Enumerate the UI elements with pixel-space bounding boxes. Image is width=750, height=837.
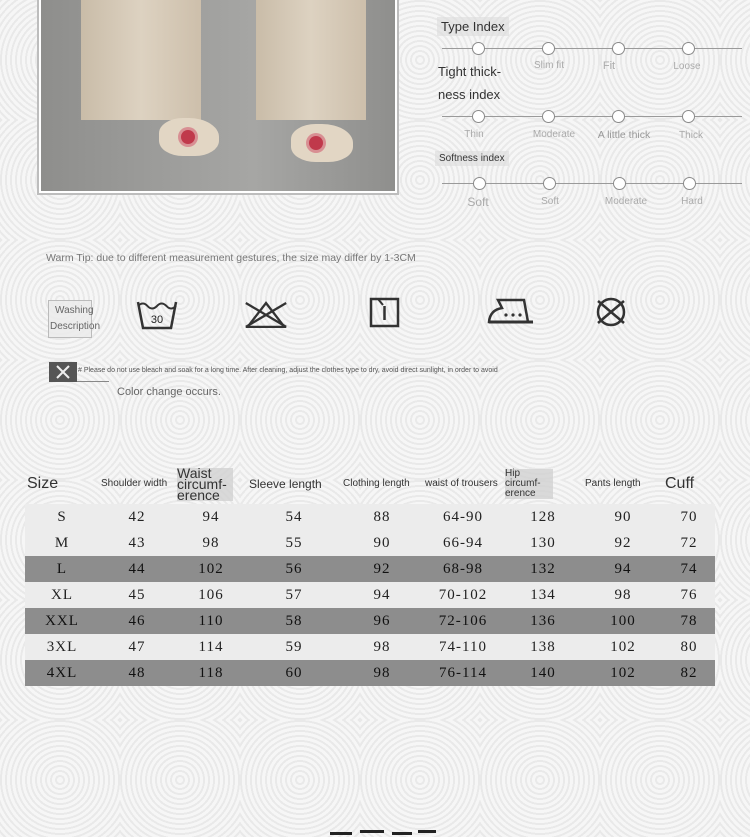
header-sleeve-length: Sleeve length: [249, 477, 322, 491]
shoe-flower-left: [181, 130, 195, 144]
header-waist-circumference: [175, 464, 247, 504]
cell-hip: 140: [503, 660, 583, 686]
header-size: Size: [27, 475, 59, 492]
cell-cuff: 72: [663, 530, 715, 556]
softness-dot-2: [543, 177, 556, 190]
cell-clothing: 94: [341, 582, 423, 608]
wash-temp-text: 30: [150, 314, 164, 326]
cell-pants: 92: [583, 530, 663, 556]
cell-cuff: 70: [663, 504, 715, 530]
cell-trouser-waist: 76-114: [423, 660, 503, 686]
header-waist-text: Waist circumf- erence: [177, 468, 233, 501]
washing-note: # Please do not use bleach and soak for a long time. After cleaning, adjust the clothes type to dry, avoid direct sunlight, in order to avoid: [78, 367, 498, 374]
cell-trouser-waist: 66-94: [423, 530, 503, 556]
cell-hip: 130: [503, 530, 583, 556]
softness-option-moderate: Moderate: [604, 196, 648, 207]
cell-pants: 102: [583, 634, 663, 660]
size-row-l: [25, 556, 715, 582]
softness-option-hard: Hard: [681, 196, 703, 207]
cell-waist: 106: [175, 582, 247, 608]
cell-clothing: 98: [341, 634, 423, 660]
trouser-leg-left: [81, 0, 201, 120]
cell-size: 4XL: [25, 660, 99, 686]
header-hip-text: Hip circumf- erence: [505, 469, 553, 499]
cell-clothing: 90: [341, 530, 423, 556]
cell-cuff: 82: [663, 660, 715, 686]
note-underline: [77, 381, 109, 382]
thickness-title-line1: Tight thick-: [438, 64, 502, 79]
drip-dry-icon: [364, 296, 408, 332]
cell-cuff: 78: [663, 608, 715, 634]
cell-cuff: 76: [663, 582, 715, 608]
type-option-slim-fit: Slim fit: [534, 60, 564, 71]
cell-waist: 114: [175, 634, 247, 660]
cell-size: S: [25, 504, 99, 530]
warm-tip: Warm Tip: due to different measurement gestures, the size may differ by 1-3CM: [46, 252, 416, 264]
cell-shoulder: 48: [99, 660, 175, 686]
warning-x-icon: [49, 362, 77, 382]
cell-trouser-waist: 72-106: [423, 608, 503, 634]
cell-pants: 102: [583, 660, 663, 686]
thickness-title-line2: ness index: [438, 87, 501, 102]
cell-trouser-waist: 74-110: [423, 634, 503, 660]
thickness-option-moderate: Moderate: [532, 129, 576, 140]
thickness-dot-1: [472, 110, 485, 123]
cell-sleeve: 59: [247, 634, 341, 660]
cell-waist: 102: [175, 556, 247, 582]
cell-pants: 100: [583, 608, 663, 634]
softness-option-soft-1: Soft: [467, 195, 489, 209]
thickness-option-thin: Thin: [464, 129, 484, 140]
thickness-dot-2: [542, 110, 555, 123]
cell-size: XL: [25, 582, 99, 608]
washing-label-line2: Description: [50, 321, 101, 332]
type-option-loose: Loose: [673, 61, 701, 72]
type-index-dot-3: [612, 42, 625, 55]
washing-label: [48, 300, 101, 338]
header-clothing-length: Clothing length: [343, 478, 410, 489]
cell-shoulder: 43: [99, 530, 175, 556]
cell-sleeve: 56: [247, 556, 341, 582]
softness-index-scale: [442, 183, 742, 184]
shoe-flower-right: [309, 136, 323, 150]
size-table-header: [25, 464, 715, 504]
header-shoulder-width: Shoulder width: [101, 478, 168, 489]
iron-icon: [486, 292, 536, 328]
cell-trouser-waist: 68-98: [423, 556, 503, 582]
header-pants-length: Pants length: [585, 478, 641, 489]
type-index-title: Type Index: [437, 17, 509, 36]
thickness-dot-4: [682, 110, 695, 123]
cell-clothing: 88: [341, 504, 423, 530]
product-photo: [37, 0, 399, 195]
cell-clothing: 96: [341, 608, 423, 634]
softness-dot-1: [473, 177, 486, 190]
cell-shoulder: 44: [99, 556, 175, 582]
cell-cuff: 74: [663, 556, 715, 582]
cell-clothing: 98: [341, 660, 423, 686]
cell-sleeve: 57: [247, 582, 341, 608]
cell-waist: 110: [175, 608, 247, 634]
cell-size: 3XL: [25, 634, 99, 660]
cell-pants: 98: [583, 582, 663, 608]
cell-sleeve: 55: [247, 530, 341, 556]
note-icon-box: [49, 362, 77, 382]
header-hip-circumference: [503, 464, 583, 504]
cell-sleeve: 54: [247, 504, 341, 530]
cell-waist: 118: [175, 660, 247, 686]
cell-size: L: [25, 556, 99, 582]
cell-hip: 134: [503, 582, 583, 608]
size-row-3xl: [25, 634, 715, 660]
cell-waist: 98: [175, 530, 247, 556]
cell-hip: 128: [503, 504, 583, 530]
size-row-4xl: [25, 660, 715, 686]
size-row-xl: [25, 582, 715, 608]
softness-index-title: Softness index: [435, 151, 509, 166]
cell-trouser-waist: 70-102: [423, 582, 503, 608]
cell-size: XXL: [25, 608, 99, 634]
size-row-s: [25, 504, 715, 530]
type-option-fit: Fit: [602, 60, 616, 72]
thickness-option-thick: Thick: [679, 130, 703, 141]
size-row-m: [25, 530, 715, 556]
type-index-scale: [442, 48, 742, 49]
type-index-dot-4: [682, 42, 695, 55]
cell-size: M: [25, 530, 99, 556]
clipped-section-title: [330, 826, 440, 837]
cell-pants: 90: [583, 504, 663, 530]
cell-hip: 138: [503, 634, 583, 660]
cell-hip: 132: [503, 556, 583, 582]
no-bleach-icon: [244, 296, 288, 332]
washing-note-cont: Color change occurs.: [117, 386, 221, 398]
cell-waist: 94: [175, 504, 247, 530]
type-index-dot-2: [542, 42, 555, 55]
cell-sleeve: 60: [247, 660, 341, 686]
thickness-index-scale: [442, 116, 742, 117]
washing-label-line1: Washing: [55, 305, 94, 316]
cell-pants: 94: [583, 556, 663, 582]
header-cuff: Cuff: [665, 475, 695, 492]
cell-shoulder: 47: [99, 634, 175, 660]
cell-hip: 136: [503, 608, 583, 634]
size-table: [25, 464, 715, 686]
header-waist-of-trousers: waist of trousers: [425, 478, 498, 489]
cell-shoulder: 46: [99, 608, 175, 634]
cell-shoulder: 45: [99, 582, 175, 608]
cell-clothing: 92: [341, 556, 423, 582]
cell-sleeve: 58: [247, 608, 341, 634]
trouser-leg-right: [256, 0, 366, 120]
cell-shoulder: 42: [99, 504, 175, 530]
softness-option-soft-2: Soft: [541, 196, 559, 207]
cell-trouser-waist: 64-90: [423, 504, 503, 530]
no-tumble-dry-icon: [590, 296, 634, 332]
wash-30-icon: [135, 296, 179, 332]
cell-cuff: 80: [663, 634, 715, 660]
softness-dot-3: [613, 177, 626, 190]
thickness-index-title: [438, 60, 501, 106]
thickness-option-little-thick: A little thick: [597, 129, 651, 141]
thickness-dot-3: [612, 110, 625, 123]
type-index-dot-1: [472, 42, 485, 55]
size-row-xxl: [25, 608, 715, 634]
softness-dot-4: [683, 177, 696, 190]
